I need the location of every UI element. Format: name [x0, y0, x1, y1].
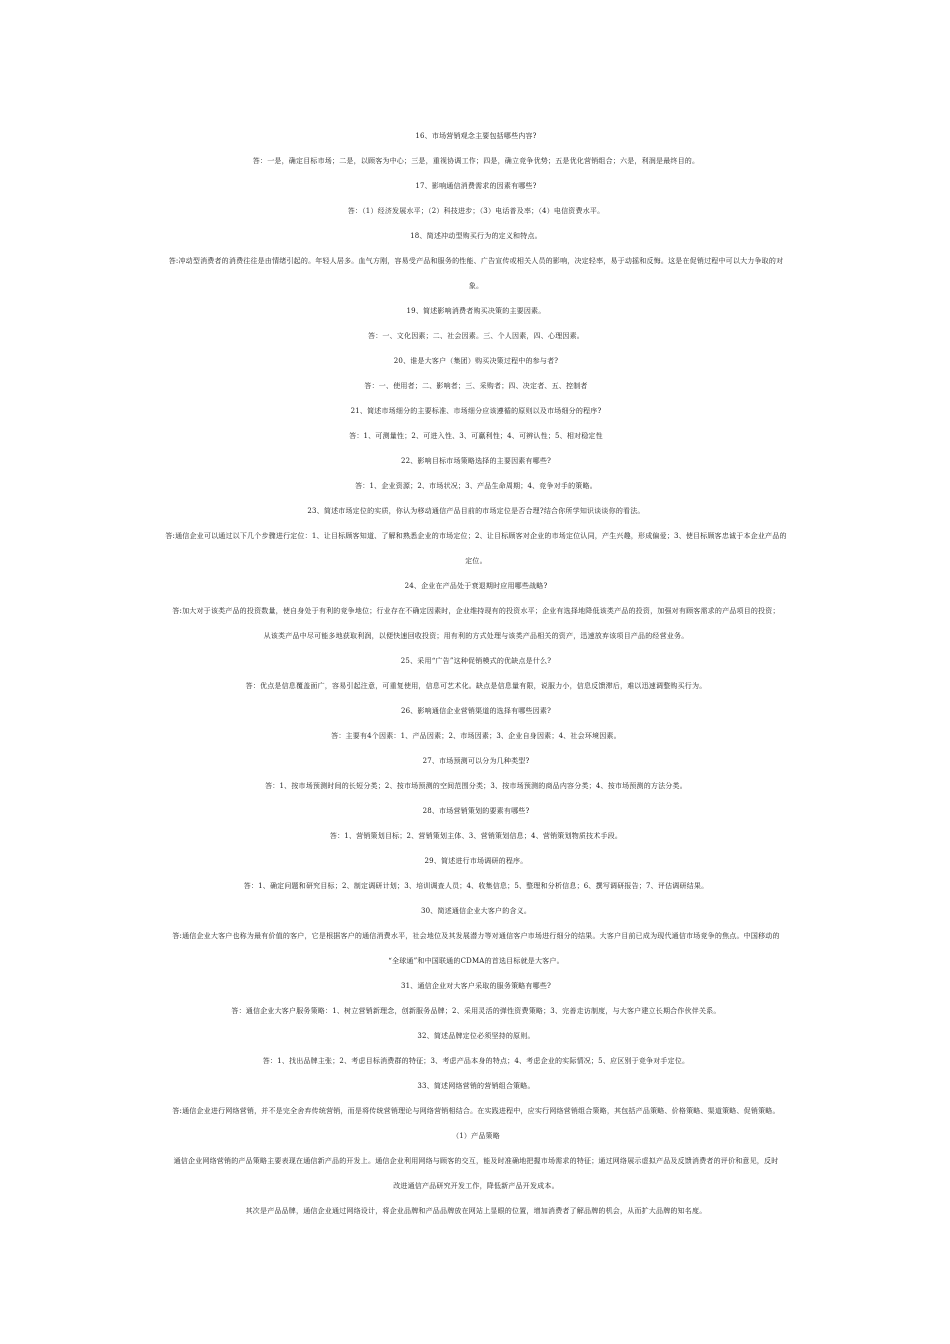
answer-18-continued: 象。: [468, 282, 484, 290]
question-26: 26、影响通信企业营销渠道的选择有哪些因素?: [400, 707, 552, 715]
question-23: 23、简述市场定位的实质，你认为移动通信产品目前的市场定位是否合理?结合你所学知识谈谈你的看法。: [307, 507, 645, 515]
answer-18: 答:冲动型消费者的消费往往是由情绪引起的。年轻人居多。血气方刚，容易受产品和服务的性能、广告宣传或相关人员的影响，决定轻率，易于动摇和反悔。这是在促销过程中可以大力争取的对: [168, 257, 784, 265]
question-32: 32、简述品牌定位必须坚持的原则。: [417, 1032, 535, 1040]
answer-32: 答：1、找出品牌主张；2、考虑目标消费群的特征；3、考虑产品本身的特点；4、考虑企业的实际情况；5、应区别于竞争对手定位。: [262, 1057, 690, 1065]
answer-23: 答:通信企业可以通过以下几个步骤进行定位：1、让目标顾客知道、了解和熟悉企业的市场定位；2、让目标顾客对企业的市场定位认同，产生兴趣，形成偏爱；3、使目标顾客忠诚于本企业产品的: [165, 532, 787, 540]
question-29: 29、简述进行市场调研的程序。: [424, 857, 528, 865]
answer-25: 答：优点是信息覆盖面广，容易引起注意，可重复使用，信息可艺术化。缺点是信息量有限，说服力小，信息反馈滞后，难以迅速调整购买行为。: [245, 682, 707, 690]
answer-21: 答：1、可测量性；2、可进入性、3、可赢利性；4、可辨认性；5、相对稳定性: [349, 432, 603, 440]
answer-33: 答:通信企业进行网络营销，并不是完全舍弃传统营销，而是将传统营销理论与网络营销相结合。在实践进程中，应实行网络营销组合策略，其包括产品策略、价格策略、渠道策略、促销策略。: [172, 1107, 780, 1115]
answer-24: 答:加大对于该类产品的投资数量，使自身处于有利的竞争地位；行业存在不确定因素时，企业维持现有的投资水平；企业有选择地降低该类产品的投资，加强对有顾客需求的产品项目的投资；: [172, 607, 780, 615]
answer-17: 答：（1）经济发展水平；（2）科技进步；（3）电话普及率；（4）电信资费水平。: [347, 207, 605, 215]
product-brand-paragraph: 其次是产品品牌，通信企业通过网络设计，将企业品牌和产品品牌放在网站上显眼的位置，增加消费者了解品牌的机会，从而扩大品牌的知名度。: [245, 1207, 707, 1215]
question-18: 18、简述冲动型购买行为的定义和特点。: [410, 232, 542, 240]
question-33: 33、简述网络营销的营销组合策略。: [417, 1082, 535, 1090]
question-24: 24、企业在产品处于衰退期时应用哪些战略?: [404, 582, 548, 590]
answer-26: 答：主要有4个因素：1、产品因素；2、市场因素；3、企业自身因素；4、社会环境因素。: [331, 732, 621, 740]
answer-23-continued: 定位。: [465, 557, 487, 565]
question-25: 25、采用“广告”这种促销模式的优缺点是什么?: [400, 657, 552, 665]
answer-27: 答：1、按市场预测时间的长短分类；2、按市场预测的空间范围分类；3、按市场预测的商品内容分类；4、按市场预测的方法分类。: [265, 782, 687, 790]
subheading-product-strategy: （1）产品策略: [452, 1132, 500, 1140]
answer-30: 答:通信企业大客户也称为最有价值的客户，它是根据客户的通信消费水平，社会地位及其发展潜力等对通信客户市场进行细分的结果。大客户目前已成为现代通信市场竞争的焦点。中国移动的: [172, 932, 780, 940]
answer-16: 答：一是，确定目标市场；二是，以顾客为中心；三是，重视协调工作；四是，确立竞争优势；五是优化营销组合；六是，利润是最终目的。: [252, 157, 700, 165]
question-31: 31、通信企业对大客户采取的服务策略有哪些?: [400, 982, 552, 990]
answer-28: 答：1、营销策划目标；2、营销策划主体、3、营销策划信息；4、营销策划物质技术手段。: [329, 832, 623, 840]
product-strategy-paragraph-continued: 改进通信产品研究开发工作，降低新产品开发成本。: [393, 1182, 559, 1190]
answer-19: 答：一、文化因素；二、社会因素。三、个人因素，四、心理因素。: [368, 332, 584, 340]
answer-20: 答：一、使用者；二、影响者；三、采购者；四、决定者、五、控制者: [364, 382, 588, 390]
question-21: 21、简述市场细分的主要标准、市场细分应该遵循的原则以及市场细分的程序?: [350, 407, 602, 415]
question-28: 28、市场营销策划的要素有哪些?: [422, 807, 530, 815]
question-27: 27、市场预测可以分为几种类型?: [422, 757, 530, 765]
answer-29: 答：1、确定问题和研究目标；2、制定调研计划；3、培训调查人员；4、收集信息；5、整理和分析信息；6、撰写调研报告；7、评估调研结果。: [243, 882, 709, 890]
document-page: [140, 124, 812, 1224]
answer-30-continued: “全球通”和中国联通的CDMA的首选目标就是大客户。: [388, 957, 564, 965]
answer-22: 答：1、企业资源；2、市场状况；3、产品生命周期；4、竞争对手的策略。: [355, 482, 597, 490]
question-20: 20、谁是大客户（集团）购买决策过程中的参与者?: [393, 357, 559, 365]
question-16: 16、市场营销观念主要包括哪些内容?: [415, 132, 537, 140]
product-strategy-paragraph: 通信企业网络营销的产品策略主要表现在通信新产品的开发上。通信企业利用网络与顾客的交互，能及时准确地把握市场需求的特征；通过网络展示虚拟产品及反馈消费者的评价和意见，反时: [173, 1157, 779, 1165]
question-19: 19、简述影响消费者购买决策的主要因素。: [406, 307, 546, 315]
answer-31: 答：通信企业大客户服务策略：1、树立营销新理念，创新服务品牌；2、采用灵活的弹性资费策略；3、完善走访制度，与大客户建立长期合作伙伴关系。: [231, 1007, 721, 1015]
question-30: 30、简述通信企业大客户的含义。: [420, 907, 532, 915]
question-22: 22、影响目标市场策略选择的主要因素有哪些?: [400, 457, 552, 465]
question-17: 17、影响通信消费需求的因素有哪些?: [415, 182, 537, 190]
answer-24-continued: 从该类产品中尽可能多地获取利润，以便快速回收投资；用有利的方式处理与该类产品相关的资产，迅速放弃该项目产品的经营业务。: [263, 632, 689, 640]
